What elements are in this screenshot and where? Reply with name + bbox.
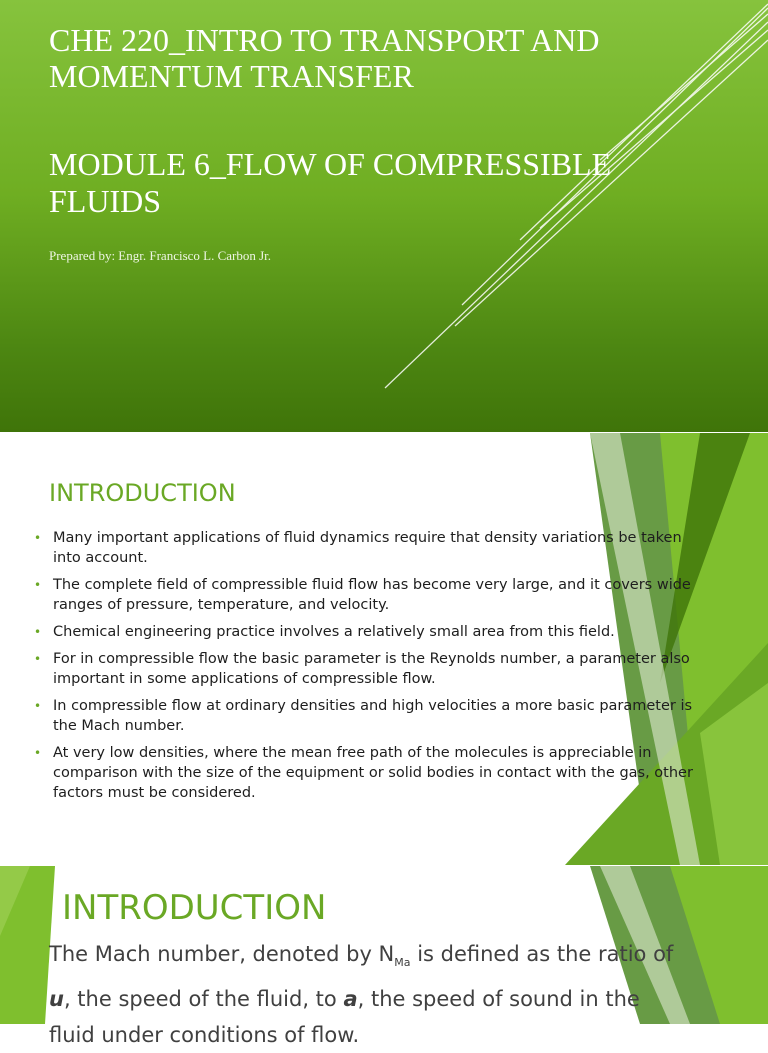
course-title: CHE 220_INTRO TO TRANSPORT AND MOMENTUM TRANSFER: [49, 22, 600, 94]
title-slide: [0, 0, 768, 432]
list-item: [34, 696, 694, 736]
bullet-icon: •: [34, 652, 42, 666]
bullet-text: Many important applications of fluid dynamics require that density variations be taken into account.: [53, 530, 682, 566]
mach-subscript: Ma: [394, 956, 411, 970]
module-title: MODULE 6_FLOW OF COMPRESSIBLE FLUIDS: [49, 146, 612, 219]
list-item: [34, 743, 694, 803]
author-line: Prepared by: Engr. Francisco L. Carbon Jr.: [49, 248, 272, 263]
bullet-text: Chemical engineering practice involves a relatively small area from this field.: [53, 624, 615, 640]
variable-a: a: [343, 987, 358, 1012]
introduction-slide: [0, 433, 768, 865]
bullet-text: The complete field of compressible fluid flow has become very large, and it covers wide ranges of pressure, temperature, and velocity.: [53, 577, 691, 613]
section-heading: INTRODUCTION: [62, 888, 327, 928]
bullet-icon: •: [34, 625, 42, 639]
variable-u: u: [49, 987, 64, 1012]
bullet-icon: •: [34, 531, 42, 545]
list-item: [34, 575, 694, 615]
list-item: [34, 622, 694, 642]
bullet-text: For in compressible flow the basic parameter is the Reynolds number, a parameter also important in some applications of compressible flow.: [53, 651, 690, 687]
bullet-icon: •: [34, 578, 42, 592]
bullet-list: [34, 528, 694, 810]
bullet-icon: •: [34, 746, 42, 760]
list-item: [34, 649, 694, 689]
mach-definition-text: The Mach number, denoted by $N_{Ma}$ is defined as the ratio of u, the speed of the fluid, to a, the speed of sound in the fluid under conditions of flow.: [49, 942, 674, 1048]
bullet-text: At very low densities, where the mean free path of the molecules is appreciable in comparison with the size of the equipment or solid bodies in contact with the gas, other factors must be considered.: [53, 745, 693, 801]
section-heading: INTRODUCTION: [49, 479, 236, 507]
bullet-text: In compressible flow at ordinary densities and high velocities a more basic parameter is the Mach number.: [53, 698, 693, 734]
mach-number-slide: [0, 866, 768, 1048]
bullet-icon: •: [34, 699, 42, 713]
list-item: [34, 528, 694, 568]
